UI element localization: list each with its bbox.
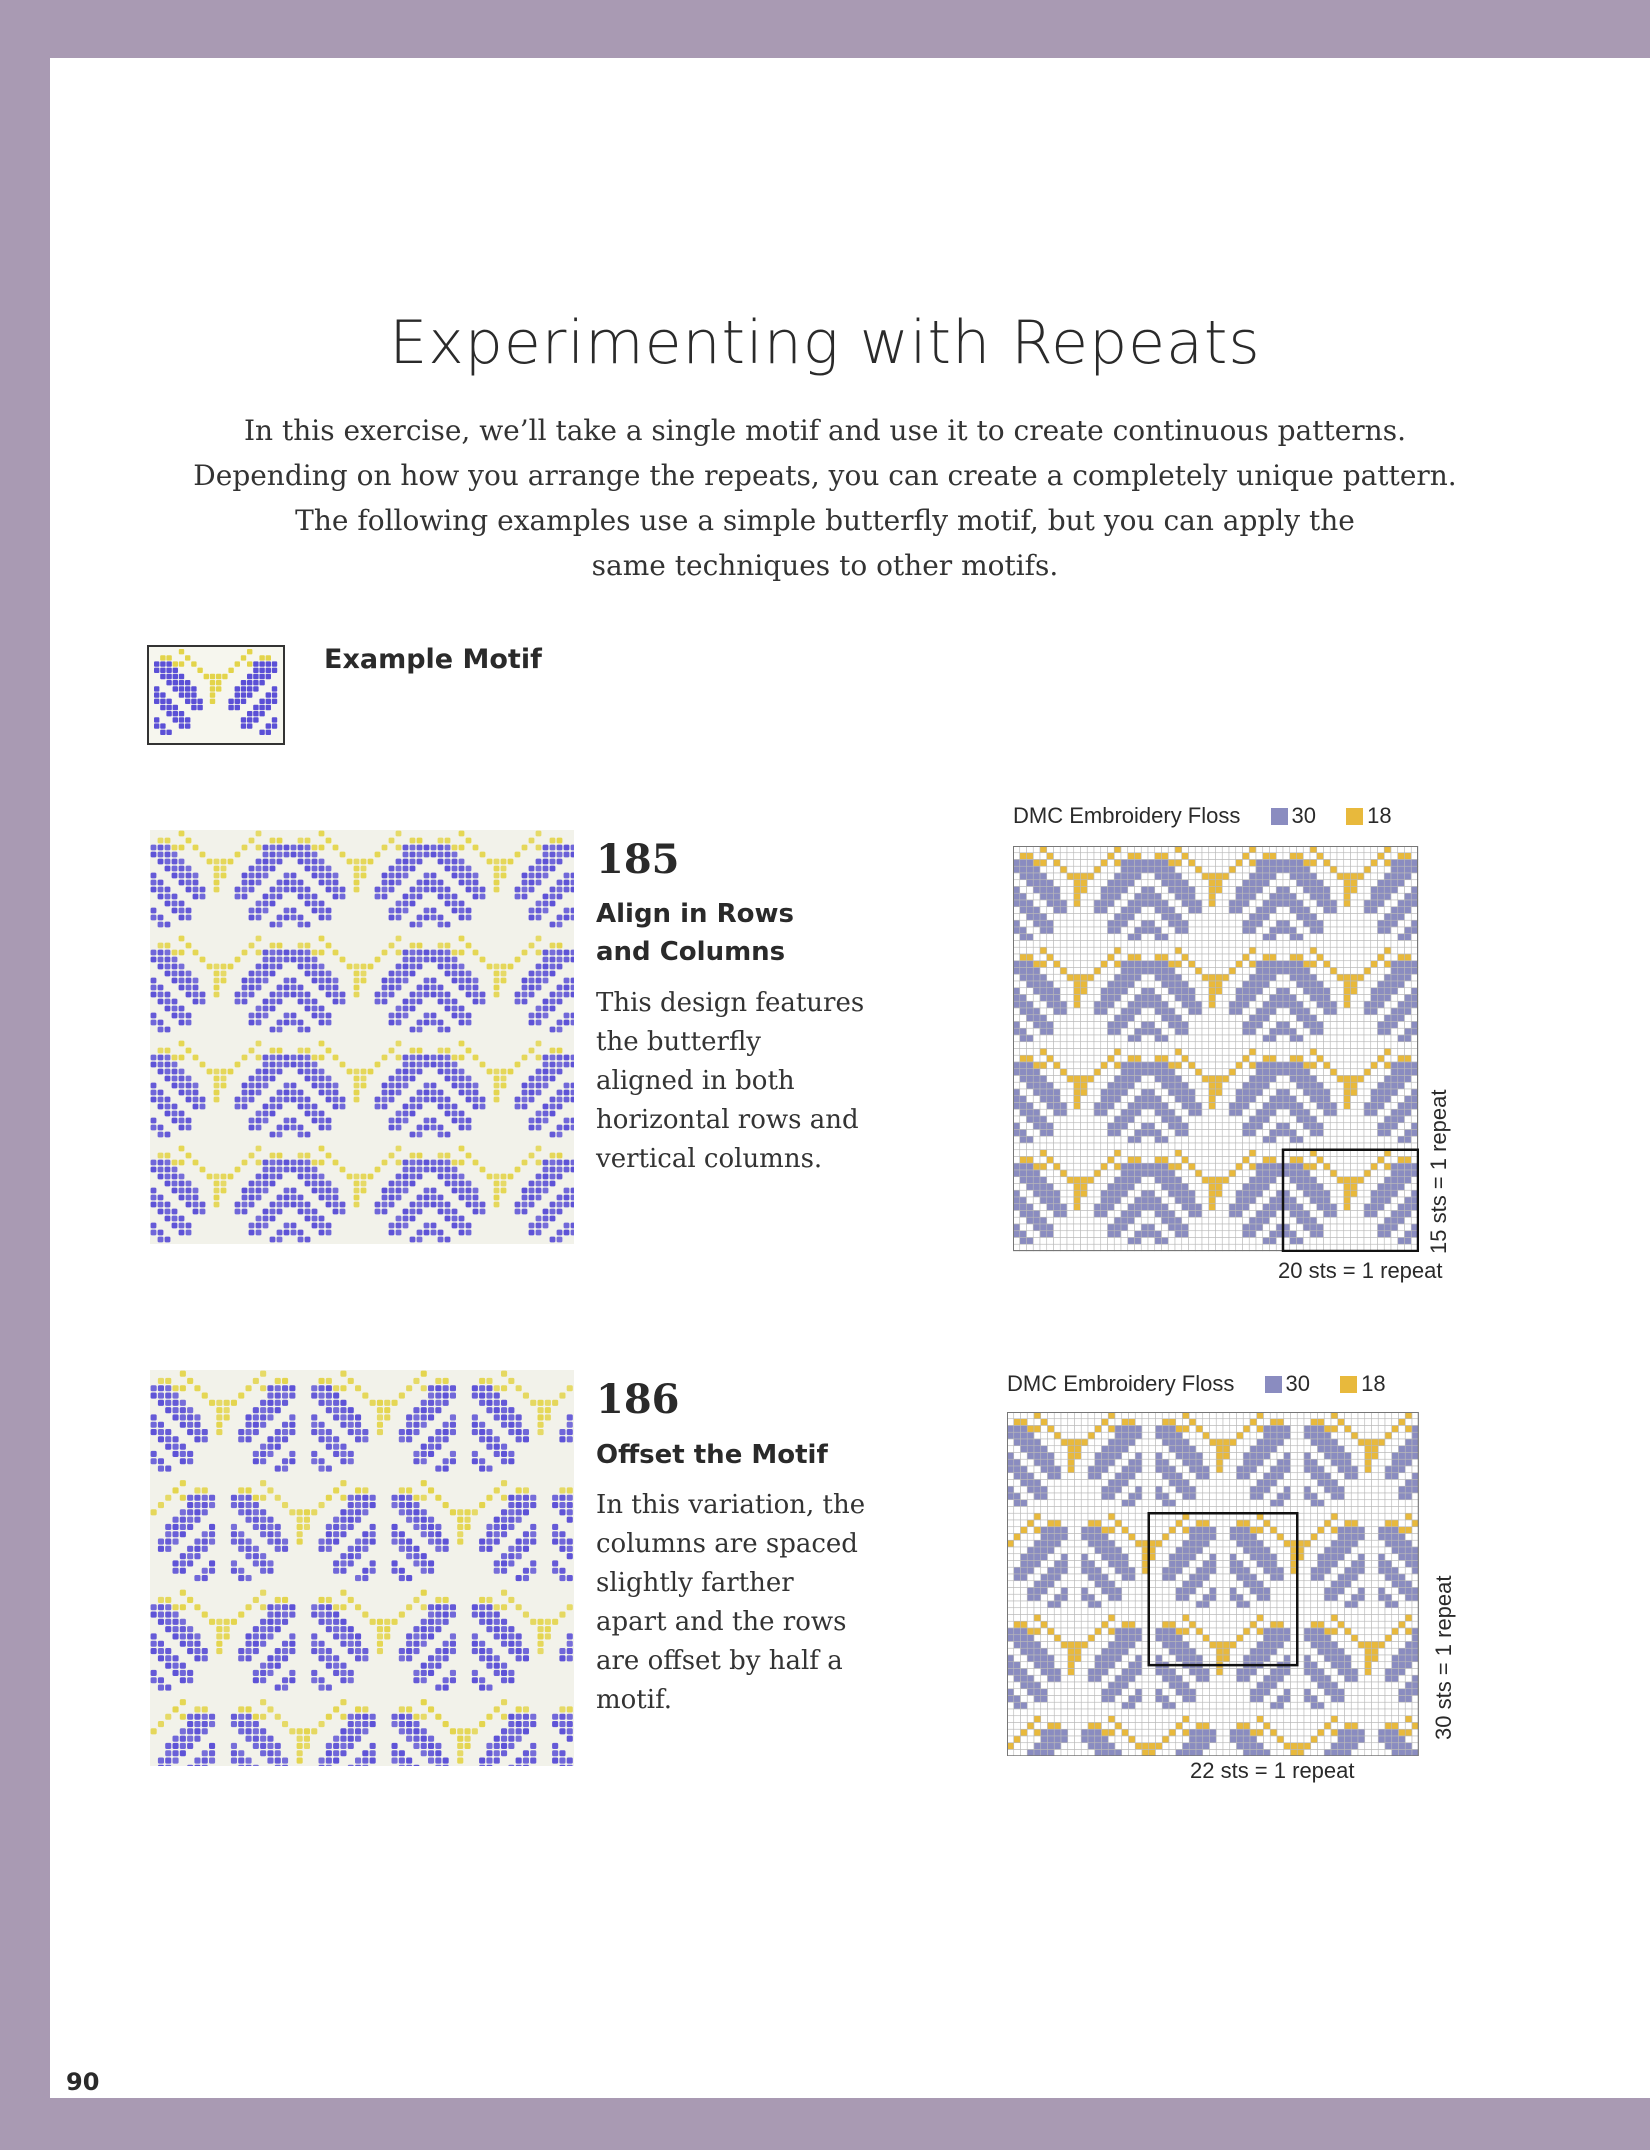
example-number: 186 [596,1376,680,1423]
legend-item: 18 [1346,803,1391,828]
color-swatch [1340,1376,1357,1393]
stitched-butterflies-image [150,1370,574,1766]
book-page [50,58,1650,2098]
intro-paragraph [170,408,1480,588]
color-swatch [1346,808,1363,825]
stitched-sample-185 [150,830,574,1244]
intro-line: In this exercise, we’ll take a single motif and use it to create continuous patterns. [244,414,1406,447]
stitched-butterflies-image [150,830,574,1244]
page-number: 90 [66,2068,100,2096]
color-swatch [1265,1376,1282,1393]
chart-186 [1007,1412,1419,1756]
butterfly-motif-icon [149,647,283,743]
example-number: 185 [596,836,680,883]
legend-item: 30 [1271,803,1316,828]
example-title: Offset the Motif [596,1440,828,1470]
example-motif-label: Example Motif [324,644,542,675]
example-description: This design features the butterfly aligned in both horizontal rows and vertical columns. [596,988,865,1174]
color-swatch [1271,808,1288,825]
example-title: Align in Rows and Columns [596,899,794,967]
height-repeat-label: 15 sts = 1 repeat [1426,1089,1451,1254]
legend-title: DMC Embroidery Floss [1013,803,1241,828]
legend-item: 18 [1340,1371,1385,1396]
stitched-sample-186 [150,1370,574,1766]
example-motif-image [147,645,285,745]
floss-legend [1013,803,1392,829]
stitch-chart-grid [1007,1412,1419,1756]
intro-line: same techniques to other motifs. [591,549,1059,582]
intro-line: Depending on how you arrange the repeats, you can create a completely unique pattern. [193,459,1457,492]
legend-title: DMC Embroidery Floss [1007,1371,1235,1396]
legend-item: 30 [1265,1371,1310,1396]
page-title: Experimenting with Repeats [389,308,1261,378]
width-repeat-label: 22 sts = 1 repeat [1190,1758,1355,1783]
width-repeat-label: 20 sts = 1 repeat [1278,1258,1443,1283]
chart-185 [1013,846,1419,1252]
example-description: In this variation, the columns are spaced slightly farther apart and the rows are offset by half a motif. [596,1490,866,1715]
height-repeat-label: 30 sts = 1 repeat [1431,1575,1456,1740]
intro-line: The following examples use a simple butterfly motif, but you can apply the [295,504,1355,537]
stitch-chart-grid [1013,846,1419,1252]
floss-legend [1007,1371,1386,1397]
